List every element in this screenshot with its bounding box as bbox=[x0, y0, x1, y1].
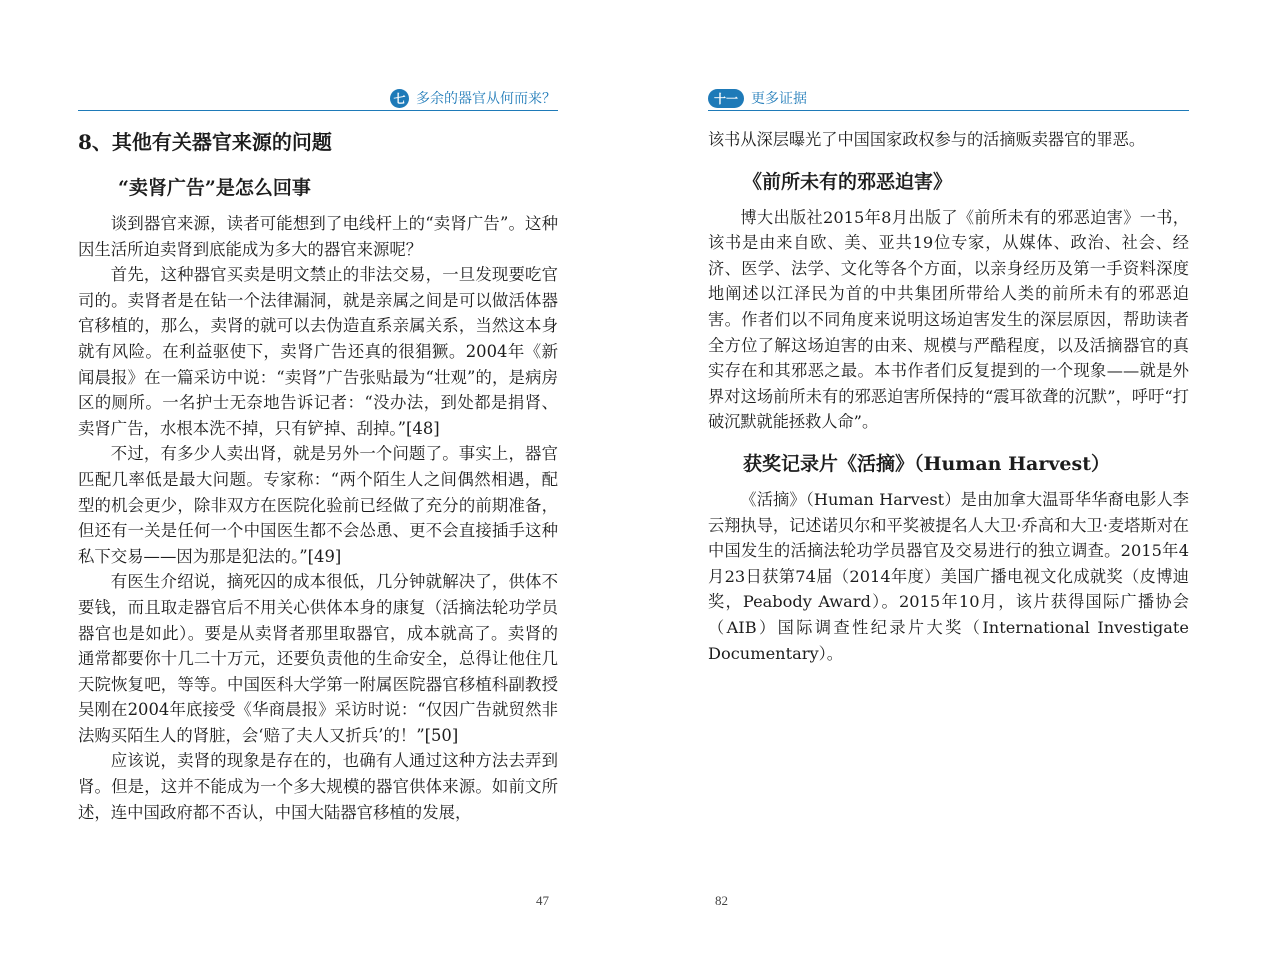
right-body bbox=[708, 127, 1189, 666]
opening-line: 该书从深层曝光了中国国家政权参与的活摘贩卖器官的罪恶。 bbox=[708, 130, 1146, 149]
paragraph: 不过，有多少人卖出肾，就是另外一个问题了。事实上，器官匹配几率低是最大问题。专家称：“两个陌生人之间偶然相遇，配型的机会更少，除非双方在医院化验前已经做了充分的前期准备，但还有一关是任何一个中国医生都不会怂恿、更不会直接插手这种私下交易——因为那是犯法的。”[49] bbox=[78, 444, 558, 566]
subheading: “卖肾广告”是怎么回事 bbox=[118, 177, 311, 199]
chapter-badge: 十一 bbox=[708, 89, 744, 108]
book-paragraph: 博大出版社2015年8月出版了《前所未有的邪恶迫害》一书，该书是由来自欧、美、亚共19位专家，从媒体、政治、社会、经济、医学、法学、文化等各个方面，以亲身经历及第一手资料深度地阐述以江泽民为首的中共集团所带给人类的前所未有的邪恶迫害。作者们以不同角度来说明这场迫害发生的深层原因，帮助读者全方位了解这场迫害的由来、规模与严酷程度，以及活摘器官的真实存在和其邪恶之最。本书作者们反复提到的一个现象——就是外界对这场前所未有的邪恶迫害所保持的“震耳欲聋的沉默”，呼吁“打破沉默就能拯救人命”。 bbox=[708, 207, 1189, 432]
right-page bbox=[708, 0, 1189, 978]
left-body bbox=[78, 127, 558, 825]
paragraph: 有医生介绍说，摘死囚的成本很低，几分钟就解决了，供体不要钱，而且取走器官后不用关心供体本身的康复（活摘法轮功学员器官也是如此）。要是从卖肾者那里取器官，成本就高了。卖肾的通常都要你十几二十万元，还要负责他的生命安全，总得让他住几天院恢复吧，等等。中国医科大学第一附属医院器官移植科副教授吴刚在2004年底接受《华商晨报》采访时说：“仅因广告就贸然非法购买陌生人的肾脏，会‘赔了夫人又折兵’的！”[50] bbox=[78, 572, 558, 745]
page-number: 82 bbox=[715, 893, 728, 908]
film-paragraph: 《活摘》（Human Harvest）是由加拿大温哥华华裔电影人李云翔执导，记述诺贝尔和平奖被提名人大卫·乔高和大卫·麦塔斯对在中国发生的活摘法轮功学员器官及交易进行的独立调查。2015年4月23日获第74届（2014年度）美国广播电视文化成就奖（皮博迪奖，Peabody Award）。2015年10月，该片获得国际广播协会（AIB）国际调查性纪录片大奖（International Investigate Documentary）。 bbox=[708, 489, 1189, 663]
page-number: 47 bbox=[536, 893, 549, 908]
right-running-header bbox=[708, 86, 1189, 111]
paragraph: 应该说，卖肾的现象是存在的，也确有人通过这种方法去弄到肾。但是，这并不能成为一个多大规模的器官供体来源。如前文所述，连中国政府都不否认，中国大陆器官移植的发展， bbox=[78, 751, 558, 822]
paragraph: 谈到器官来源，读者可能想到了电线杆上的“卖肾广告”。这种因生活所迫卖肾到底能成为多大的器官来源呢？ bbox=[78, 214, 558, 259]
film-heading: 获奖记录片《活摘》（Human Harvest） bbox=[743, 452, 1110, 475]
section-heading: 8、其他有关器官来源的问题 bbox=[78, 130, 332, 154]
book-heading: 《前所未有的邪恶迫害》 bbox=[743, 170, 953, 193]
chapter-title: 多余的器官从何而来？ bbox=[416, 91, 556, 107]
left-page bbox=[78, 0, 558, 978]
left-running-header bbox=[78, 86, 558, 111]
paragraph: 首先，这种器官买卖是明文禁止的非法交易，一旦发现要吃官司的。卖肾者是在钻一个法律漏洞，就是亲属之间是可以做活体器官移植的，那么，卖肾的就可以去伪造直系亲属关系，当然这本身就有风险。在利益驱使下，卖肾广告还真的很猖獗。2004年《新闻晨报》在一篇采访中说：“卖肾”广告张贴最为“壮观”的，是病房区的厕所。一名护士无奈地告诉记者：“没办法，到处都是捐肾、卖肾广告，水根本洗不掉，只有铲掉、刮掉。”[48] bbox=[78, 265, 558, 438]
chapter-title: 更多证据 bbox=[751, 91, 807, 107]
chapter-badge: 七 bbox=[390, 89, 409, 108]
